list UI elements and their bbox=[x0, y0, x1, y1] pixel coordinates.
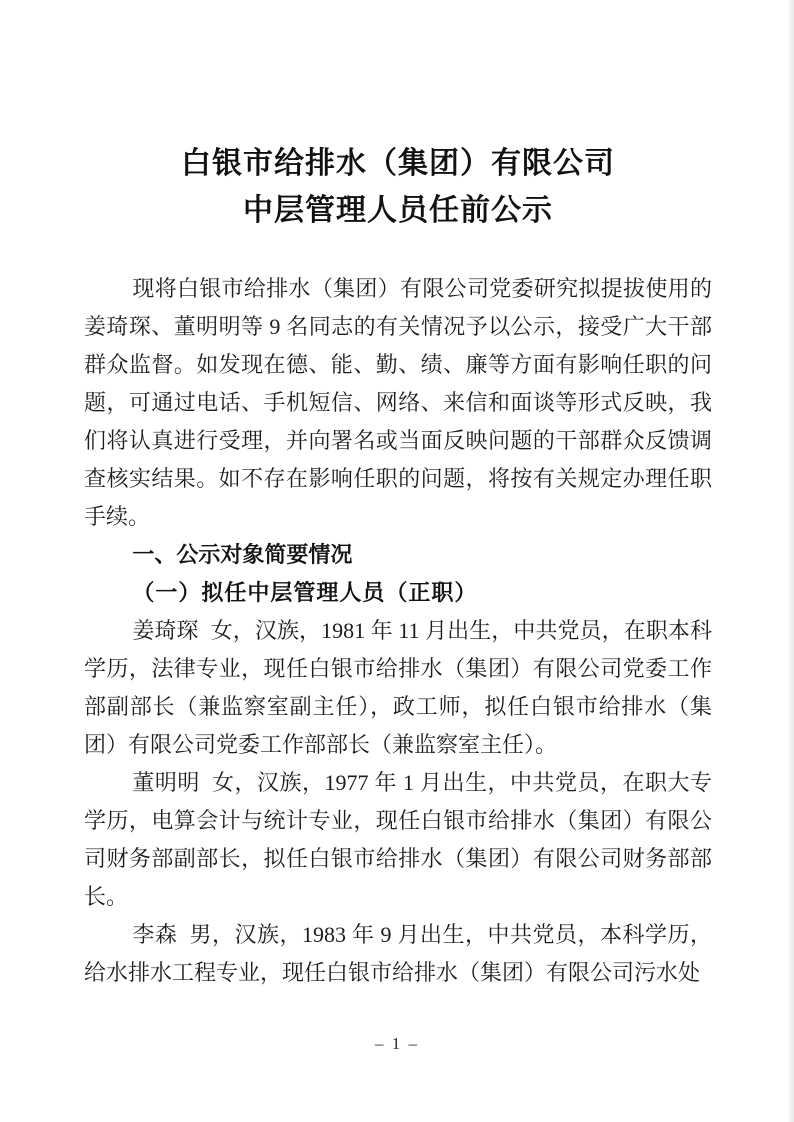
person-name: 姜琦琛 bbox=[132, 618, 199, 643]
document-title-line1: 白银市给排水（集团）有限公司 bbox=[181, 147, 615, 180]
person-details: 女，汉族，1981 年 11 月出生，中共党员，在职本科学历，法律专业，现任白银市给排水（集团）有限公司党委工作部副部长（兼监察室副主任），政工师，拟任白银市给排水（集团）有限公司党委工作部部长（兼监察室主任）。 bbox=[84, 618, 712, 757]
page-number: – 1 – bbox=[375, 1034, 419, 1053]
document-body bbox=[84, 270, 712, 992]
subsection-heading: （一）拟任中层管理人员（正职） bbox=[132, 580, 478, 605]
person-name: 李森 bbox=[132, 922, 178, 947]
section-heading: 一、公示对象简要情况 bbox=[132, 542, 353, 567]
document-title bbox=[84, 140, 712, 234]
person-name: 董明明 bbox=[132, 770, 200, 795]
person-details: 男，汉族，1983 年 9 月出生，中共党员，本科学历，给水排水工程专业，现任白银市给排水（集团）有限公司污水处 bbox=[84, 922, 712, 985]
person-details: 女，汉族，1977 年 1 月出生，中共党员，在职大专学历，电算会计与统计专业，现任白银市给排水（集团）有限公司财务部副部长，拟任白银市给排水（集团）有限公司财务部部长。 bbox=[84, 770, 712, 909]
document-title-line2: 中层管理人员任前公示 bbox=[243, 194, 553, 227]
intro-paragraph: 现将白银市给排水（集团）有限公司党委研究拟提拔使用的姜琦琛、董明明等 9 名同志的有关情况予以公示，接受广大干部群众监督。如发现在德、能、勤、绩、廉等方面有影响任职的问题，可通过电话、手机短信、网络、来信和面谈等形式反映，我们将认真进行受理，并向署名或当面反映问题的干部群众反馈调查核实结果。如不存在影响任职的问题，将按有关规定办理任职手续。 bbox=[84, 276, 712, 529]
profile-paragraph-jiangqichen bbox=[84, 612, 712, 764]
profile-paragraph-dongmingming bbox=[84, 764, 712, 916]
scan-edge-shadow bbox=[788, 0, 794, 1122]
profile-paragraph-lisen bbox=[84, 916, 712, 992]
